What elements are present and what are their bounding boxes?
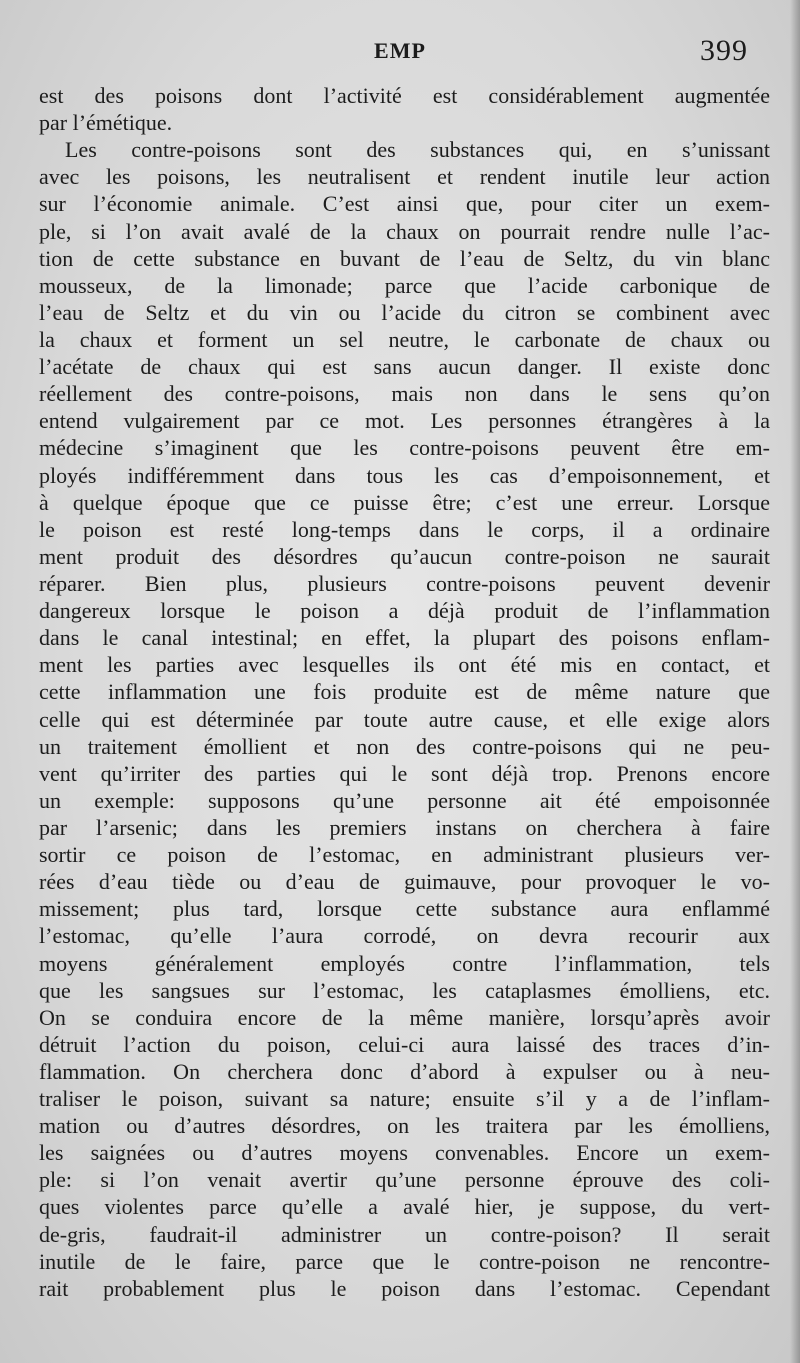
text-line: de-gris, faudrait-il administrer un contre-poison? Il serait xyxy=(39,1221,770,1247)
text-line: flammation. On cherchera donc d’abord à expulser ou à neu- xyxy=(39,1058,770,1084)
text-line: est des poisons dont l’activité est considérablement augmentée xyxy=(39,83,770,108)
text-line: réellement des contre-poisons, mais non dans le sens qu’on xyxy=(39,381,770,407)
text-line: celle qui est déterminée par toute autre cause, et elle exige alors xyxy=(39,706,770,732)
text-line: l’estomac, qu’elle l’aura corrodé, on devra recourir aux xyxy=(39,923,770,949)
text-line: ple, si l’on avait avalé de la chaux on pourrait rendre nulle l’ac- xyxy=(39,218,770,244)
text-line: rait probablement plus le poison dans l’estomac. Cependant xyxy=(39,1275,770,1301)
text-line: l’acétate de chaux qui est sans aucun danger. Il existe donc xyxy=(39,354,770,380)
text-line: que les sangsues sur l’estomac, les cataplasmes émolliens, etc. xyxy=(39,977,770,1003)
text-line: à quelque époque que ce puisse être; c’est une erreur. Lorsque xyxy=(39,489,770,515)
text-line: moyens généralement employés contre l’inflammation, tels xyxy=(39,950,770,976)
text-line: avec les poisons, les neutralisent et rendent inutile leur action xyxy=(39,164,770,190)
text-line: les saignées ou d’autres moyens convenables. Encore un exem- xyxy=(39,1140,770,1166)
text-line: Les contre-poisons sont des substances qui, en s’unissant xyxy=(65,137,770,163)
text-line: entend vulgairement par ce mot. Les personnes étrangères à la xyxy=(39,408,770,434)
page-edge-shadow xyxy=(790,0,800,1363)
text-line: mousseux, de la limonade; parce que l’acide carbonique de xyxy=(39,272,770,298)
text-line: On se conduira encore de la même manière, lorsqu’après avoir xyxy=(39,1004,770,1030)
text-line: par l’arsenic; dans les premiers instans on cherchera à faire xyxy=(39,814,770,840)
text-line: un traitement émollient et non des contre-poisons qui ne peu- xyxy=(39,733,770,759)
text-line: rées d’eau tiède ou d’eau de guimauve, pour provoquer le vo- xyxy=(39,869,770,895)
text-line: ple: si l’on venait avertir qu’une personne éprouve des coli- xyxy=(39,1167,770,1193)
text-line: dans le canal intestinal; en effet, la plupart des poisons enflam- xyxy=(39,625,770,651)
text-line: ques violentes parce qu’elle a avalé hier, je suppose, du vert- xyxy=(39,1194,770,1220)
text-line: par l’émétique. xyxy=(39,110,173,136)
text-line: la chaux et forment un sel neutre, le carbonate de chaux ou xyxy=(39,326,770,352)
text-line: mation ou d’autres désordres, on les traitera par les émolliens, xyxy=(39,1113,770,1139)
text-line: médecine s’imaginent que les contre-poisons peuvent être em- xyxy=(39,435,770,461)
text-line: cette inflammation une fois produite est de même nature que xyxy=(39,679,770,705)
text-line: dangereux lorsque le poison a déjà produit de l’inflammation xyxy=(39,598,770,624)
text-line: un exemple: supposons qu’une personne ait été empoisonnée xyxy=(39,787,770,813)
page-number: 399 xyxy=(700,34,748,67)
text-line: ment produit des désordres qu’aucun contre-poison ne saurait xyxy=(39,543,770,569)
text-line: le poison est resté long-temps dans le corps, il a ordinaire xyxy=(39,516,770,542)
text-line: détruit l’action du poison, celui-ci aura laissé des traces d’in- xyxy=(39,1031,770,1057)
text-line: vent qu’irriter des parties qui le sont déjà trop. Prenons encore xyxy=(39,760,770,786)
page-header xyxy=(0,34,800,74)
text-line: l’eau de Seltz et du vin ou l’acide du citron se combinent avec xyxy=(39,299,770,325)
text-line: ment les parties avec lesquelles ils ont été mis en contact, et xyxy=(39,652,770,678)
text-line: tion de cette substance en buvant de l’eau de Seltz, du vin blanc xyxy=(39,245,770,271)
text-line: traliser le poison, suivant sa nature; ensuite s’il y a de l’inflam- xyxy=(39,1086,770,1112)
body-text xyxy=(39,82,770,1302)
text-line: ployés indifféremment dans tous les cas d’empoisonnement, et xyxy=(39,462,770,488)
text-line: sortir ce poison de l’estomac, en administrant plusieurs ver- xyxy=(39,842,770,868)
running-head: EMP xyxy=(374,38,426,63)
text-line: sur l’économie animale. C’est ainsi que, pour citer un exem- xyxy=(39,191,770,217)
text-line: missement; plus tard, lorsque cette substance aura enflammé xyxy=(39,896,770,922)
text-line: réparer. Bien plus, plusieurs contre-poisons peuvent devenir xyxy=(39,570,770,596)
text-line: inutile de le faire, parce que le contre-poison ne rencontre- xyxy=(39,1248,770,1274)
